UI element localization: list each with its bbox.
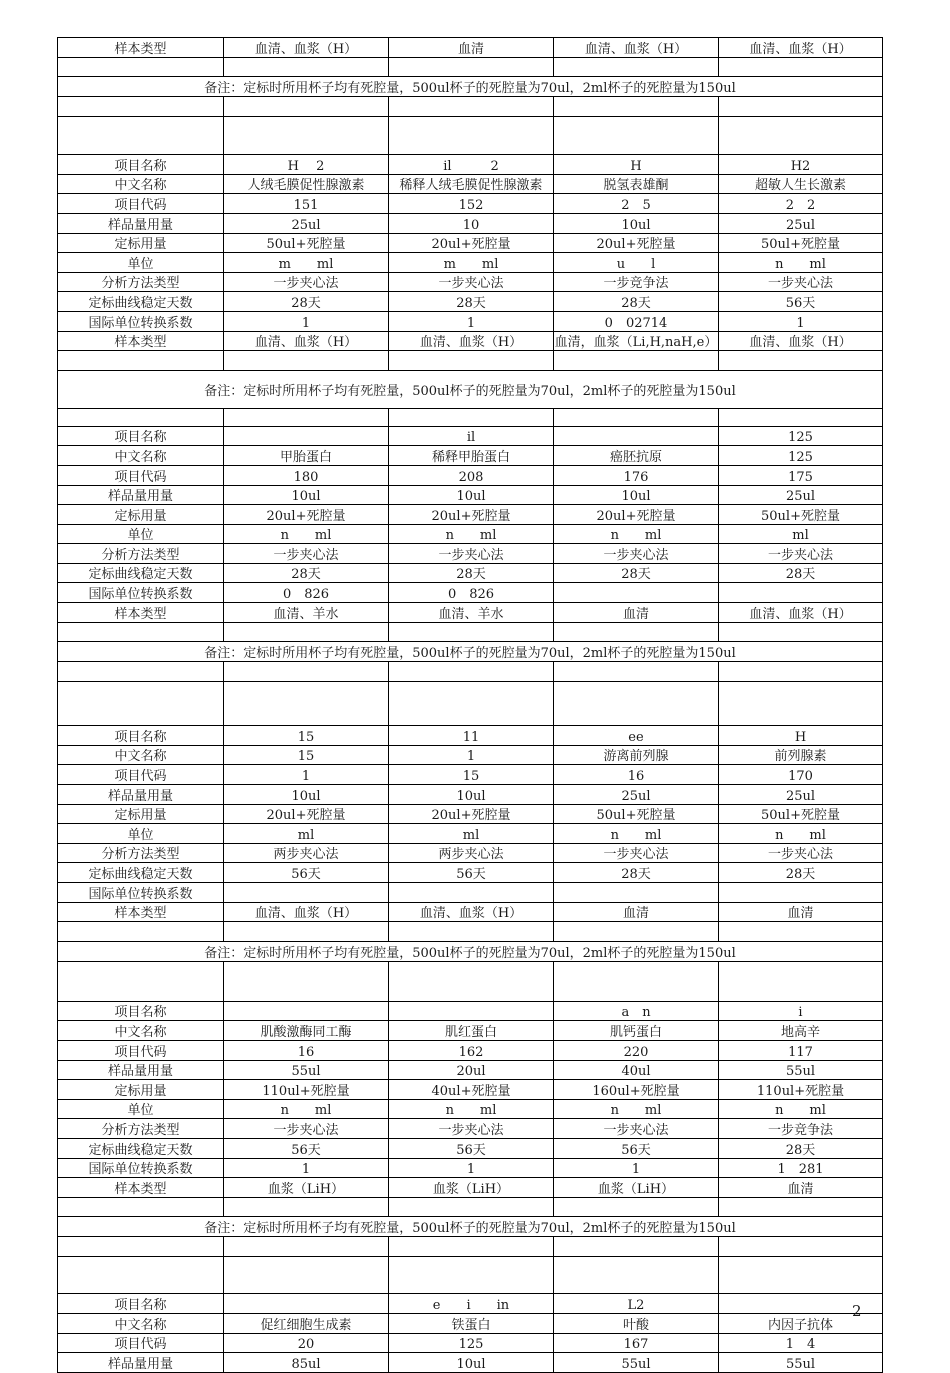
table-row bbox=[57, 194, 883, 214]
cell-value: 血清，血浆（Li,H,naH,e） bbox=[554, 332, 719, 351]
table-row bbox=[57, 765, 883, 785]
cell-value: 56天 bbox=[389, 863, 554, 882]
blank-row bbox=[57, 117, 883, 155]
table-row bbox=[57, 1061, 883, 1081]
cell-value: 血清、血浆（H） bbox=[224, 38, 389, 57]
cell-value: 16 bbox=[224, 1041, 389, 1060]
cell-value bbox=[554, 883, 719, 902]
cell-value: 15 bbox=[224, 726, 389, 745]
cell-value: 叶酸 bbox=[554, 1314, 719, 1333]
table-row bbox=[57, 1100, 883, 1120]
cell-value: 肌酸激酶同工酶 bbox=[224, 1021, 389, 1040]
row-label: 样品量用量 bbox=[57, 1061, 224, 1080]
cell-value: 28天 bbox=[224, 292, 389, 311]
table-row bbox=[57, 486, 883, 506]
cell-value: 125 bbox=[719, 446, 883, 465]
cell-value: 162 bbox=[389, 1041, 554, 1060]
cell-value: 10ul bbox=[224, 486, 389, 505]
blank-row bbox=[57, 922, 883, 942]
row-label: 中文名称 bbox=[57, 446, 224, 465]
cell-value: ee bbox=[554, 726, 719, 745]
cell-value bbox=[719, 883, 883, 902]
cell-value: 55ul bbox=[719, 1061, 883, 1080]
cell-value: 一步夹心法 bbox=[224, 1119, 389, 1138]
cell-value: e i in bbox=[389, 1294, 554, 1313]
cell-value: 血清、羊水 bbox=[224, 603, 389, 622]
cell-value: 血清、血浆（H） bbox=[719, 332, 883, 351]
cell-value: ml bbox=[719, 525, 883, 544]
spreadsheet bbox=[57, 37, 883, 1373]
blank-row bbox=[57, 1198, 883, 1218]
row-label: 国际单位转换系数 bbox=[57, 883, 224, 902]
blank-row bbox=[57, 1237, 883, 1257]
cell-value: 20ul+死腔量 bbox=[554, 505, 719, 524]
row-label: 分析方法类型 bbox=[57, 544, 224, 563]
blank-row bbox=[57, 97, 883, 117]
blank-row bbox=[57, 351, 883, 371]
cell-value: 20ul+死腔量 bbox=[389, 234, 554, 253]
cell-value: 25ul bbox=[554, 785, 719, 804]
note-row bbox=[57, 77, 883, 97]
row-label: 分析方法类型 bbox=[57, 1119, 224, 1138]
table-row bbox=[57, 1178, 883, 1198]
cell-value: 56天 bbox=[719, 292, 883, 311]
cell-value: 一步竞争法 bbox=[554, 273, 719, 292]
cell-value: 稀释甲胎蛋白 bbox=[389, 446, 554, 465]
cell-value: 1 281 bbox=[719, 1159, 883, 1178]
row-label: 项目名称 bbox=[57, 1002, 224, 1021]
cell-value: 175 bbox=[719, 466, 883, 485]
cell-value: a n bbox=[554, 1002, 719, 1021]
cell-value: 151 bbox=[224, 194, 389, 213]
cell-value: 稀释人绒毛膜促性腺激素 bbox=[389, 175, 554, 194]
cell-value: n ml bbox=[719, 824, 883, 843]
row-label: 样本类型 bbox=[57, 1178, 224, 1197]
table-row bbox=[57, 332, 883, 352]
row-label: 项目代码 bbox=[57, 194, 224, 213]
cell-value bbox=[224, 1294, 389, 1313]
cell-value: 一步夹心法 bbox=[554, 544, 719, 563]
cell-value: n ml bbox=[554, 1100, 719, 1119]
blank-row bbox=[57, 682, 883, 726]
row-label: 样本类型 bbox=[57, 332, 224, 351]
cell-value: 血清、血浆（H） bbox=[554, 38, 719, 57]
cell-value: 血浆（LiH） bbox=[554, 1178, 719, 1197]
cell-value: 220 bbox=[554, 1041, 719, 1060]
cell-value: 0 02714 bbox=[554, 312, 719, 331]
cell-value: 血清 bbox=[554, 603, 719, 622]
row-label: 项目代码 bbox=[57, 1334, 224, 1353]
cell-value: H bbox=[554, 155, 719, 174]
cell-value: u l bbox=[554, 253, 719, 272]
cell-value: 50ul+死腔量 bbox=[554, 805, 719, 824]
cell-value: n ml bbox=[389, 525, 554, 544]
cell-value: m ml bbox=[389, 253, 554, 272]
cell-value: 1 bbox=[224, 312, 389, 331]
cell-value: 25ul bbox=[719, 785, 883, 804]
table-row bbox=[57, 903, 883, 923]
cell-value: i bbox=[719, 1002, 883, 1021]
cell-value: 56天 bbox=[389, 1139, 554, 1158]
row-label: 中文名称 bbox=[57, 1021, 224, 1040]
row-label: 国际单位转换系数 bbox=[57, 1159, 224, 1178]
row-label: 定标曲线稳定天数 bbox=[57, 1139, 224, 1158]
cell-value bbox=[389, 1002, 554, 1021]
cell-value: n ml bbox=[224, 1100, 389, 1119]
cell-value: 28天 bbox=[224, 564, 389, 583]
cell-value: 一步夹心法 bbox=[719, 544, 883, 563]
cell-value: n ml bbox=[554, 525, 719, 544]
table-row bbox=[57, 312, 883, 332]
cell-value: 170 bbox=[719, 765, 883, 784]
row-label: 定标曲线稳定天数 bbox=[57, 292, 224, 311]
row-label: 单位 bbox=[57, 525, 224, 544]
cell-value: 110ul+死腔量 bbox=[719, 1080, 883, 1099]
cell-value: 地高辛 bbox=[719, 1021, 883, 1040]
table-row bbox=[57, 1119, 883, 1139]
table-row bbox=[57, 253, 883, 273]
table-row bbox=[57, 175, 883, 195]
cell-value bbox=[719, 583, 883, 602]
cell-value: 28天 bbox=[389, 564, 554, 583]
note-row bbox=[57, 942, 883, 962]
cell-value: 2 5 bbox=[554, 194, 719, 213]
row-label: 项目代码 bbox=[57, 1041, 224, 1060]
cell-value: 55ul bbox=[719, 1353, 883, 1372]
cell-value: 血浆（LiH） bbox=[224, 1178, 389, 1197]
cell-value: 1 bbox=[389, 746, 554, 765]
cell-value: 2 2 bbox=[719, 194, 883, 213]
cell-value: 10ul bbox=[554, 214, 719, 233]
note-text: 备注：定标时所用杯子均有死腔量，500ul杯子的死腔量为70ul，2ml杯子的死腔量为150ul bbox=[57, 371, 883, 408]
table-row bbox=[57, 1002, 883, 1022]
cell-value: 20ul+死腔量 bbox=[389, 505, 554, 524]
cell-value: 甲胎蛋白 bbox=[224, 446, 389, 465]
row-label: 单位 bbox=[57, 1100, 224, 1119]
row-label: 样品量用量 bbox=[57, 1353, 224, 1372]
cell-value: 152 bbox=[389, 194, 554, 213]
cell-value: 40ul bbox=[554, 1061, 719, 1080]
cell-value: ml bbox=[224, 824, 389, 843]
table-row bbox=[57, 805, 883, 825]
cell-value: 1 bbox=[224, 765, 389, 784]
cell-value: 167 bbox=[554, 1334, 719, 1353]
row-label: 国际单位转换系数 bbox=[57, 312, 224, 331]
cell-value: 血清 bbox=[719, 903, 883, 922]
cell-value: 1 bbox=[224, 1159, 389, 1178]
cell-value: 20ul+死腔量 bbox=[389, 805, 554, 824]
cell-value: 癌胚抗原 bbox=[554, 446, 719, 465]
cell-value: 56天 bbox=[554, 1139, 719, 1158]
table-row bbox=[57, 427, 883, 447]
cell-value: 超敏人生长激素 bbox=[719, 175, 883, 194]
cell-value: L2 bbox=[554, 1294, 719, 1313]
table-row bbox=[57, 525, 883, 545]
row-label: 样本类型 bbox=[57, 603, 224, 622]
cell-value: 56天 bbox=[224, 863, 389, 882]
cell-value: 一步夹心法 bbox=[224, 273, 389, 292]
note-text: 备注：定标时所用杯子均有死腔量，500ul杯子的死腔量为70ul，2ml杯子的死腔量为150ul bbox=[57, 942, 883, 961]
row-label: 样品量用量 bbox=[57, 486, 224, 505]
cell-value: 55ul bbox=[224, 1061, 389, 1080]
row-label: 分析方法类型 bbox=[57, 844, 224, 863]
cell-value: ml bbox=[389, 824, 554, 843]
cell-value: 一步夹心法 bbox=[554, 844, 719, 863]
table-row bbox=[57, 234, 883, 254]
cell-value: H bbox=[719, 726, 883, 745]
table-row bbox=[57, 863, 883, 883]
row-label: 项目名称 bbox=[57, 427, 224, 446]
cell-value: 一步夹心法 bbox=[719, 273, 883, 292]
table-row bbox=[57, 785, 883, 805]
row-label: 定标曲线稳定天数 bbox=[57, 564, 224, 583]
row-label: 定标用量 bbox=[57, 1080, 224, 1099]
table-row bbox=[57, 1314, 883, 1334]
row-label: 中文名称 bbox=[57, 1314, 224, 1333]
cell-value: 28天 bbox=[719, 564, 883, 583]
note-row bbox=[57, 371, 883, 409]
blank-row bbox=[57, 962, 883, 1002]
cell-value: 血清 bbox=[719, 1178, 883, 1197]
cell-value bbox=[224, 1002, 389, 1021]
table-row bbox=[57, 505, 883, 525]
cell-value: 一步夹心法 bbox=[389, 273, 554, 292]
row-label: 项目名称 bbox=[57, 726, 224, 745]
table-row bbox=[57, 38, 883, 58]
cell-value: 前列腺素 bbox=[719, 746, 883, 765]
table-row bbox=[57, 844, 883, 864]
row-label: 样品量用量 bbox=[57, 785, 224, 804]
row-label: 样本类型 bbox=[57, 903, 224, 922]
cell-value: n ml bbox=[224, 525, 389, 544]
row-label: 单位 bbox=[57, 824, 224, 843]
cell-value: 两步夹心法 bbox=[224, 844, 389, 863]
cell-value: 28天 bbox=[554, 292, 719, 311]
table-row bbox=[57, 273, 883, 293]
row-label: 项目名称 bbox=[57, 1294, 224, 1313]
cell-value bbox=[389, 883, 554, 902]
blank-row bbox=[57, 409, 883, 427]
cell-value: 28天 bbox=[554, 564, 719, 583]
row-label: 分析方法类型 bbox=[57, 273, 224, 292]
cell-value: 50ul+死腔量 bbox=[719, 234, 883, 253]
cell-value: 内因子抗体 bbox=[719, 1314, 883, 1333]
cell-value: 血清、羊水 bbox=[389, 603, 554, 622]
note-row bbox=[57, 642, 883, 662]
table-row bbox=[57, 1159, 883, 1179]
cell-value: 1 4 bbox=[719, 1334, 883, 1353]
row-label: 定标用量 bbox=[57, 234, 224, 253]
blank-row bbox=[57, 1257, 883, 1294]
cell-value: 血清、血浆（H） bbox=[389, 903, 554, 922]
cell-value: 10ul bbox=[389, 486, 554, 505]
table-row bbox=[57, 544, 883, 564]
cell-value: 铁蛋白 bbox=[389, 1314, 554, 1333]
cell-value: 28天 bbox=[719, 1139, 883, 1158]
cell-value: 血清、血浆（H） bbox=[719, 603, 883, 622]
table-row bbox=[57, 214, 883, 234]
cell-value: 10ul bbox=[389, 1353, 554, 1372]
blank-row bbox=[57, 623, 883, 643]
cell-value: 11 bbox=[389, 726, 554, 745]
cell-value: 一步夹心法 bbox=[389, 1119, 554, 1138]
cell-value: 56天 bbox=[224, 1139, 389, 1158]
cell-value: 血清、血浆（H） bbox=[719, 38, 883, 57]
cell-value: 85ul bbox=[224, 1353, 389, 1372]
table-row bbox=[57, 726, 883, 746]
note-text: 备注：定标时所用杯子均有死腔量，500ul杯子的死腔量为70ul，2ml杯子的死腔量为150ul bbox=[57, 77, 883, 96]
cell-value: 脱氢表雄酮 bbox=[554, 175, 719, 194]
cell-value: 25ul bbox=[224, 214, 389, 233]
cell-value: 117 bbox=[719, 1041, 883, 1060]
cell-value: 50ul+死腔量 bbox=[719, 505, 883, 524]
cell-value: 肌钙蛋白 bbox=[554, 1021, 719, 1040]
table-row bbox=[57, 1080, 883, 1100]
cell-value: 0 826 bbox=[224, 583, 389, 602]
cell-value: 一步竞争法 bbox=[719, 1119, 883, 1138]
table-row bbox=[57, 466, 883, 486]
cell-value: 10ul bbox=[389, 785, 554, 804]
cell-value: 50ul+死腔量 bbox=[224, 234, 389, 253]
cell-value: 110ul+死腔量 bbox=[224, 1080, 389, 1099]
cell-value: 28天 bbox=[719, 863, 883, 882]
cell-value: 肌红蛋白 bbox=[389, 1021, 554, 1040]
row-label: 定标曲线稳定天数 bbox=[57, 863, 224, 882]
note-text: 备注：定标时所用杯子均有死腔量，500ul杯子的死腔量为70ul，2ml杯子的死腔量为150ul bbox=[57, 1217, 883, 1236]
cell-value: 25ul bbox=[719, 486, 883, 505]
cell-value: 人绒毛膜促性腺激素 bbox=[224, 175, 389, 194]
page-number: 2 bbox=[852, 1302, 862, 1320]
cell-value: 20ul+死腔量 bbox=[224, 805, 389, 824]
row-label: 国际单位转换系数 bbox=[57, 583, 224, 602]
cell-value: m ml bbox=[224, 253, 389, 272]
cell-value: 一步夹心法 bbox=[389, 544, 554, 563]
row-label: 项目代码 bbox=[57, 765, 224, 784]
cell-value: 血清、血浆（H） bbox=[224, 903, 389, 922]
table-row bbox=[57, 1021, 883, 1041]
cell-value: 50ul+死腔量 bbox=[719, 805, 883, 824]
cell-value: 一步夹心法 bbox=[554, 1119, 719, 1138]
cell-value: H 2 bbox=[224, 155, 389, 174]
cell-value: 28天 bbox=[554, 863, 719, 882]
row-label: 定标用量 bbox=[57, 505, 224, 524]
row-label: 单位 bbox=[57, 253, 224, 272]
cell-value: H2 bbox=[719, 155, 883, 174]
cell-value: 1 bbox=[719, 312, 883, 331]
row-label: 样品量用量 bbox=[57, 214, 224, 233]
cell-value: 一步夹心法 bbox=[224, 544, 389, 563]
table-row bbox=[57, 1353, 883, 1373]
cell-value: 25ul bbox=[719, 214, 883, 233]
cell-value: 180 bbox=[224, 466, 389, 485]
cell-value: 20ul bbox=[389, 1061, 554, 1080]
cell-value: 20ul+死腔量 bbox=[554, 234, 719, 253]
cell-value: 1 bbox=[389, 312, 554, 331]
cell-value: 血清 bbox=[389, 38, 554, 57]
table-row bbox=[57, 583, 883, 603]
cell-value: 10 bbox=[389, 214, 554, 233]
cell-value: 20ul+死腔量 bbox=[224, 505, 389, 524]
row-label: 项目名称 bbox=[57, 155, 224, 174]
row-label: 样本类型 bbox=[57, 38, 224, 57]
cell-value: n ml bbox=[389, 1100, 554, 1119]
cell-value: 血浆（LiH） bbox=[389, 1178, 554, 1197]
cell-value: 血清 bbox=[554, 903, 719, 922]
cell-value: 血清、血浆（H） bbox=[389, 332, 554, 351]
cell-value: 40ul+死腔量 bbox=[389, 1080, 554, 1099]
note-row bbox=[57, 1217, 883, 1237]
cell-value: 1 bbox=[554, 1159, 719, 1178]
blank-row bbox=[57, 58, 883, 78]
cell-value: 血清、血浆（H） bbox=[224, 332, 389, 351]
cell-value: 10ul bbox=[224, 785, 389, 804]
cell-value: 游离前列腺 bbox=[554, 746, 719, 765]
cell-value: 15 bbox=[224, 746, 389, 765]
cell-value: 208 bbox=[389, 466, 554, 485]
table-row bbox=[57, 1139, 883, 1159]
cell-value bbox=[554, 427, 719, 446]
row-label: 中文名称 bbox=[57, 175, 224, 194]
cell-value: 125 bbox=[389, 1334, 554, 1353]
cell-value: 10ul bbox=[554, 486, 719, 505]
table-row bbox=[57, 155, 883, 175]
table-row bbox=[57, 1334, 883, 1354]
cell-value: il bbox=[389, 427, 554, 446]
table-row bbox=[57, 883, 883, 903]
cell-value: 125 bbox=[719, 427, 883, 446]
row-label: 中文名称 bbox=[57, 746, 224, 765]
cell-value: 20 bbox=[224, 1334, 389, 1353]
cell-value: n ml bbox=[719, 253, 883, 272]
cell-value: 28天 bbox=[389, 292, 554, 311]
cell-value: il 2 bbox=[389, 155, 554, 174]
cell-value: n ml bbox=[554, 824, 719, 843]
table-row bbox=[57, 603, 883, 623]
cell-value: 160ul+死腔量 bbox=[554, 1080, 719, 1099]
table-row bbox=[57, 564, 883, 584]
table-row bbox=[57, 746, 883, 766]
cell-value: n ml bbox=[719, 1100, 883, 1119]
cell-value: 15 bbox=[389, 765, 554, 784]
cell-value bbox=[224, 427, 389, 446]
cell-value bbox=[224, 883, 389, 902]
note-text: 备注：定标时所用杯子均有死腔量，500ul杯子的死腔量为70ul，2ml杯子的死腔量为150ul bbox=[57, 642, 883, 661]
cell-value: 55ul bbox=[554, 1353, 719, 1372]
table-row bbox=[57, 292, 883, 312]
cell-value: 16 bbox=[554, 765, 719, 784]
cell-value: 两步夹心法 bbox=[389, 844, 554, 863]
cell-value: 一步夹心法 bbox=[719, 844, 883, 863]
cell-value: 1 bbox=[389, 1159, 554, 1178]
table-row bbox=[57, 1041, 883, 1061]
row-label: 定标用量 bbox=[57, 805, 224, 824]
table-row bbox=[57, 824, 883, 844]
cell-value: 0 826 bbox=[389, 583, 554, 602]
blank-row bbox=[57, 662, 883, 682]
cell-value: 促红细胞生成素 bbox=[224, 1314, 389, 1333]
row-label: 项目代码 bbox=[57, 466, 224, 485]
cell-value bbox=[554, 583, 719, 602]
table-row bbox=[57, 1294, 883, 1314]
table-row bbox=[57, 446, 883, 466]
cell-value: 176 bbox=[554, 466, 719, 485]
